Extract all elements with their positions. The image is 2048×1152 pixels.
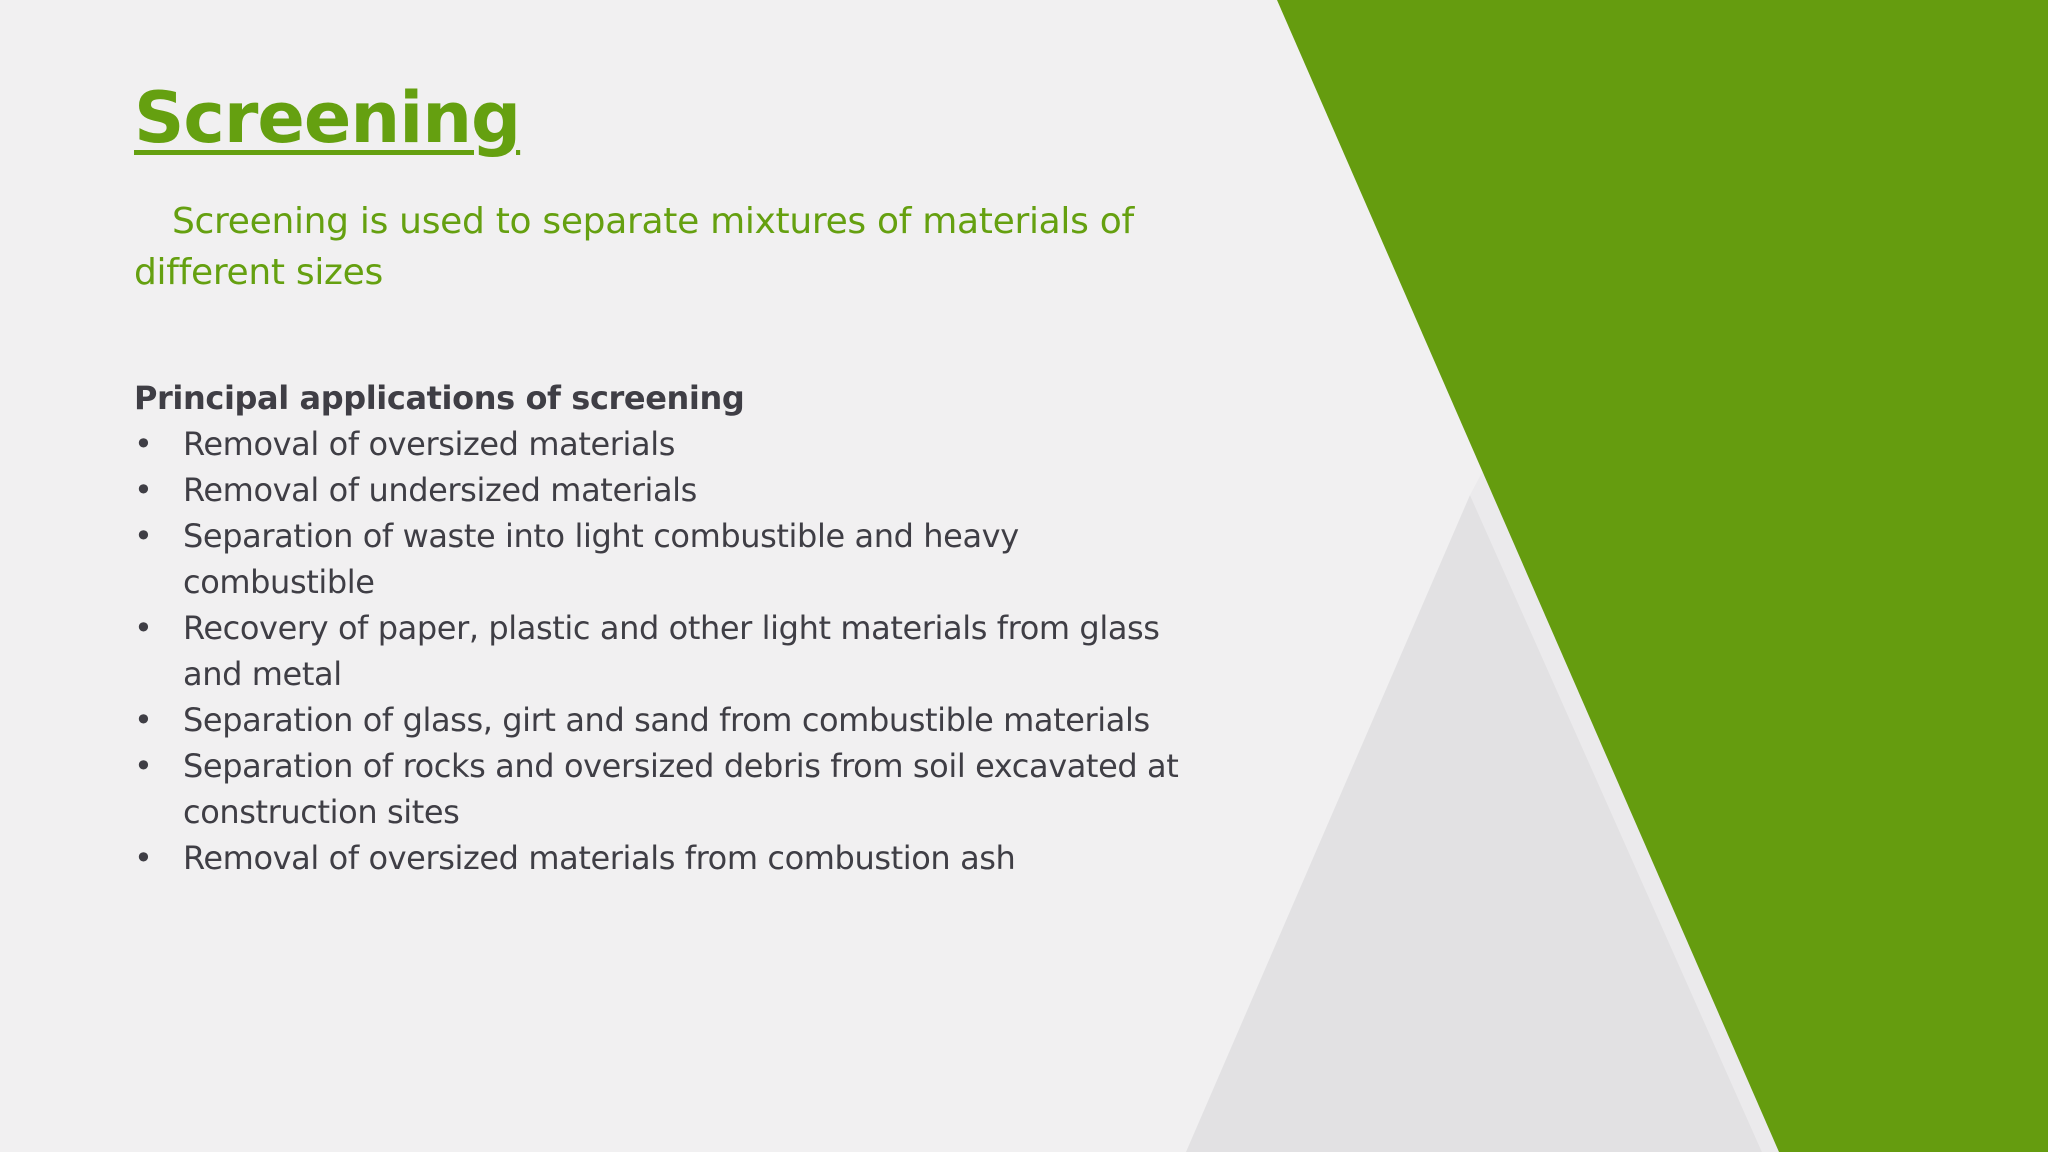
bullet-icon: •: [134, 471, 153, 509]
bullet-icon: •: [134, 517, 153, 555]
applications-list: [134, 421, 1184, 881]
list-item: [134, 605, 1184, 697]
list-item: [134, 697, 1184, 743]
bullet-icon: •: [134, 747, 153, 785]
list-item-text: Removal of oversized materials: [183, 425, 675, 463]
bullet-icon: •: [134, 701, 153, 739]
list-item: [134, 513, 1184, 605]
list-item-text: Separation of rocks and oversized debris from soil excavated at construction sites: [183, 747, 1179, 831]
intro-text: Screening is used to separate mixtures of materials of different sizes: [134, 201, 1134, 293]
list-item-text: Removal of oversized materials from combustion ash: [183, 839, 1016, 877]
list-item: [134, 467, 1184, 513]
list-item-text: Removal of undersized materials: [183, 471, 697, 509]
slide-title: Screening: [134, 77, 521, 159]
bullet-icon: •: [134, 839, 153, 877]
bullet-icon: •: [134, 425, 153, 463]
list-item: [134, 743, 1184, 835]
slide-content: [134, 70, 1184, 877]
list-item-text: Separation of glass, girt and sand from combustible materials: [183, 701, 1150, 739]
list-item-text: Recovery of paper, plastic and other light materials from glass and metal: [183, 609, 1160, 693]
applications-heading: Principal applications of screening: [134, 379, 745, 417]
list-item: [134, 835, 1184, 881]
applications-section: [134, 375, 1184, 881]
list-item-text: Separation of waste into light combustible and heavy combustible: [183, 517, 1019, 601]
list-item: [134, 421, 1184, 467]
bullet-icon: •: [134, 609, 153, 647]
